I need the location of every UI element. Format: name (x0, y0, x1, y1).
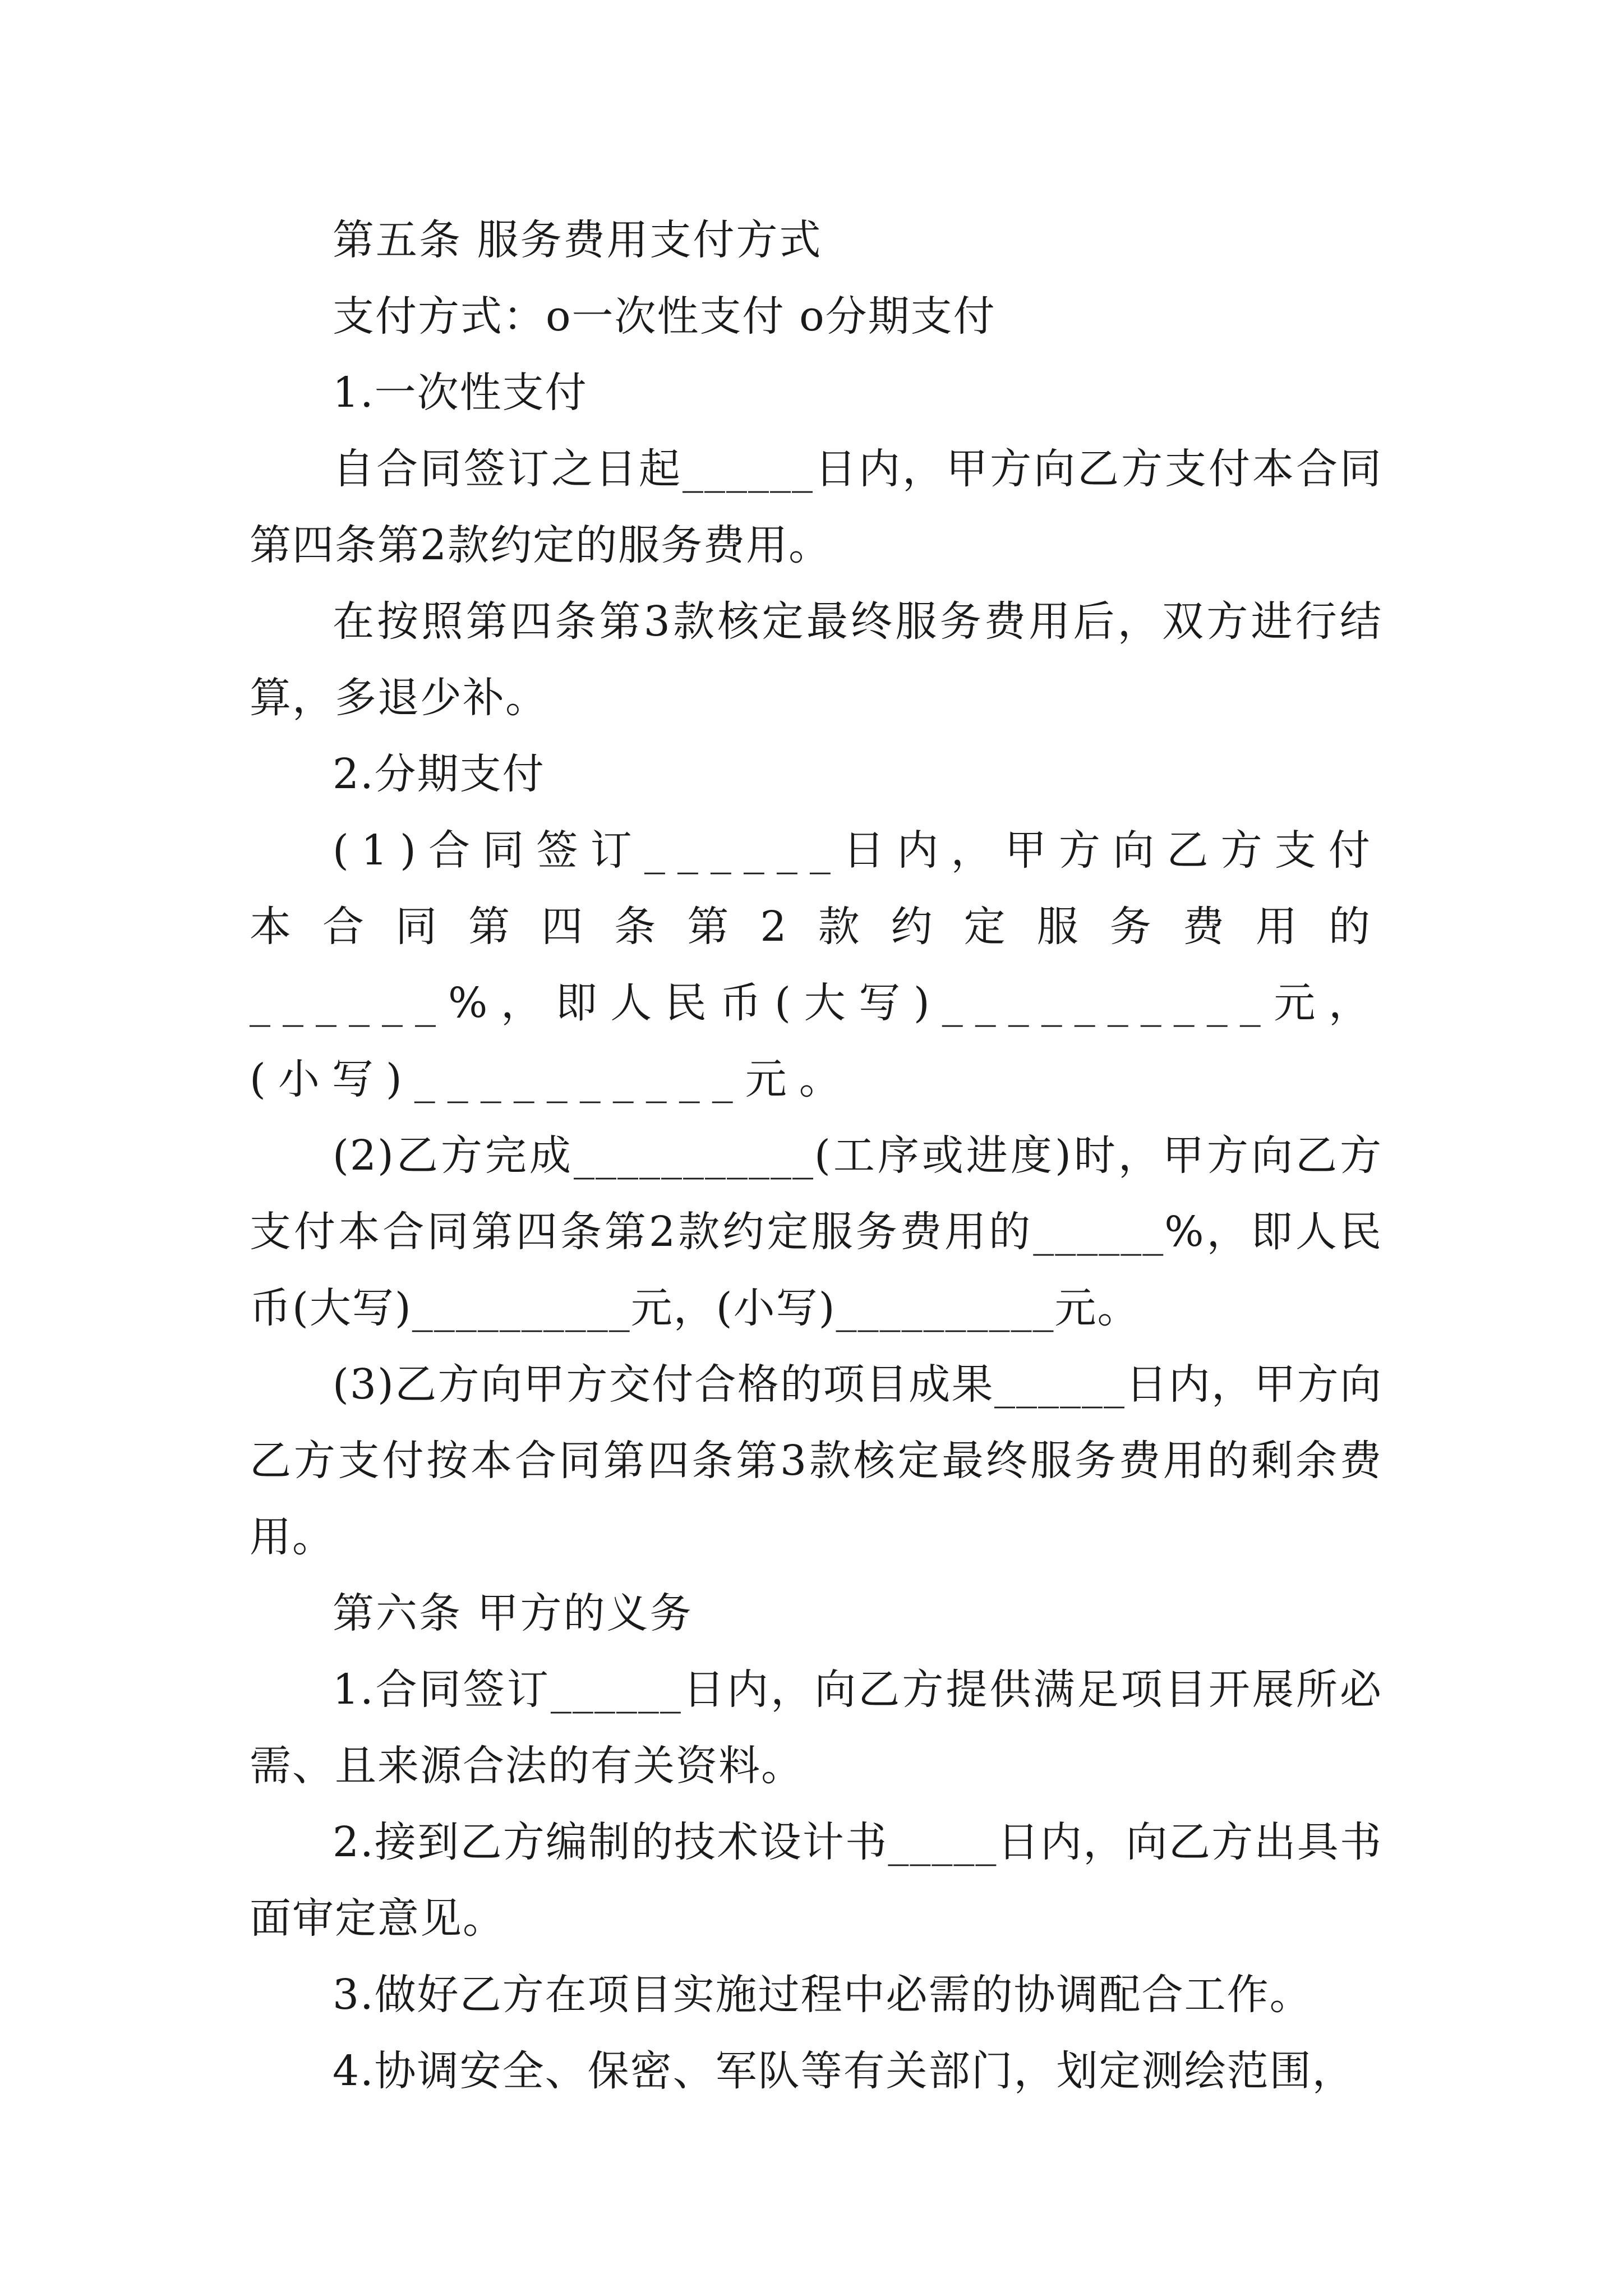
lump-sum-clause: 自合同签订之日起______日内，甲方向乙方支付本合同第四条第2款约定的服务费用。 (250, 445, 1382, 569)
article-6-heading: 第六条 甲方的义务 (333, 1589, 693, 1637)
party-a-duty-3: 3.做好乙方在项目实施过程中必需的协调配合工作。 (333, 1971, 1312, 2019)
party-a-duty-1: 1.合同签订______日内，向乙方提供满足项目开展所必需、且来源合法的有关资料。 (250, 1665, 1382, 1790)
installment-clause-1: (1)合同签订______日内，甲方向乙方支付本合同第四条第2款约定服务费用的______%，即人民币(大写)__________元，(小写)__________元。 (250, 826, 1382, 1103)
party-a-duty-2: 2.接到乙方编制的技术设计书_____日内，向乙方出具书面审定意见。 (250, 1818, 1382, 1943)
settlement-clause: 在按照第四条第3款核定最终服务费用后，双方进行结算，多退少补。 (250, 597, 1382, 722)
payment-method-options: 支付方式：o一次性支付 o分期支付 (333, 292, 996, 341)
article-5-heading: 第五条 服务费用支付方式 (333, 216, 823, 264)
installment-clause-2: (2)乙方完成___________(工序或进度)时，甲方向乙方支付本合同第四条第2款约定服务费用的______%，即人民币(大写)__________元，(小写)__________元。 (250, 1131, 1382, 1332)
party-a-duty-4: 4.协调安全、保密、军队等有关部门，划定测绘范围， (333, 2047, 1355, 2095)
contract-text (250, 202, 1382, 2109)
lump-sum-heading: 1.一次性支付 (333, 369, 588, 417)
installment-clause-3: (3)乙方向甲方交付合格的项目成果______日内，甲方向乙方支付按本合同第四条第3款核定最终服务费用的剩余费用。 (250, 1360, 1382, 1561)
installment-heading: 2.分期支付 (333, 750, 545, 798)
